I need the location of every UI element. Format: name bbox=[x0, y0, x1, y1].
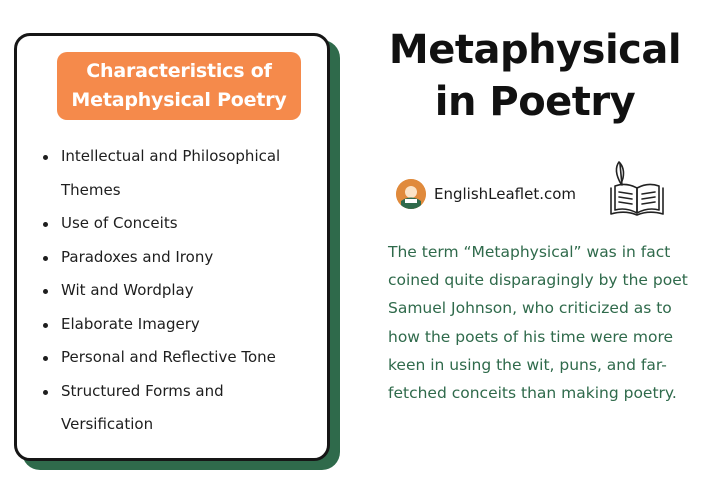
bullet-icon bbox=[43, 390, 48, 395]
bullet-icon bbox=[43, 323, 48, 328]
bullet-icon bbox=[43, 155, 48, 160]
list-item-label: Personal and Reflective Tone bbox=[61, 348, 276, 366]
card-title-line-2: Metaphysical Poetry bbox=[71, 89, 287, 111]
list-item-label: Use of Conceits bbox=[61, 214, 178, 232]
characteristics-list bbox=[43, 140, 313, 442]
bullet-icon bbox=[43, 289, 48, 294]
list-item-label: Elaborate Imagery bbox=[61, 314, 200, 333]
card-title bbox=[57, 52, 301, 120]
list-item bbox=[43, 375, 313, 442]
page-title-line-2: in Poetry bbox=[434, 79, 636, 125]
page-title-line-1: Metaphysical bbox=[388, 27, 682, 73]
englishleaflet-logo-icon bbox=[396, 179, 426, 209]
list-item-label: Paradoxes and Irony bbox=[61, 247, 214, 266]
list-item-label: Structured Forms and Versification bbox=[61, 381, 224, 433]
brand bbox=[396, 176, 576, 212]
list-item bbox=[43, 140, 313, 207]
list-item-label: Intellectual and Philosophical Themes bbox=[61, 147, 281, 199]
bullet-icon bbox=[43, 356, 48, 361]
bullet-icon bbox=[43, 256, 48, 261]
list-item bbox=[43, 207, 313, 241]
characteristics-card bbox=[14, 33, 330, 461]
bullet-icon bbox=[43, 222, 48, 227]
description-text: The term “Metaphysical” was in fact coined quite disparagingly by the poet Samuel Johnson, who criticized as to how the poets of his time were more keen in using the wit, puns, and far-fetched conceits than making poetry. bbox=[388, 243, 688, 403]
card-title-line-1: Characteristics of bbox=[86, 60, 272, 82]
book-quill-icon bbox=[605, 160, 669, 220]
brand-name: EnglishLeaflet.com bbox=[434, 185, 577, 203]
page-title bbox=[360, 24, 710, 128]
list-item bbox=[43, 308, 313, 342]
list-item-label: Wit and Wordplay bbox=[61, 281, 194, 299]
list-item bbox=[43, 241, 313, 275]
list-item bbox=[43, 274, 313, 308]
list-item bbox=[43, 341, 313, 375]
